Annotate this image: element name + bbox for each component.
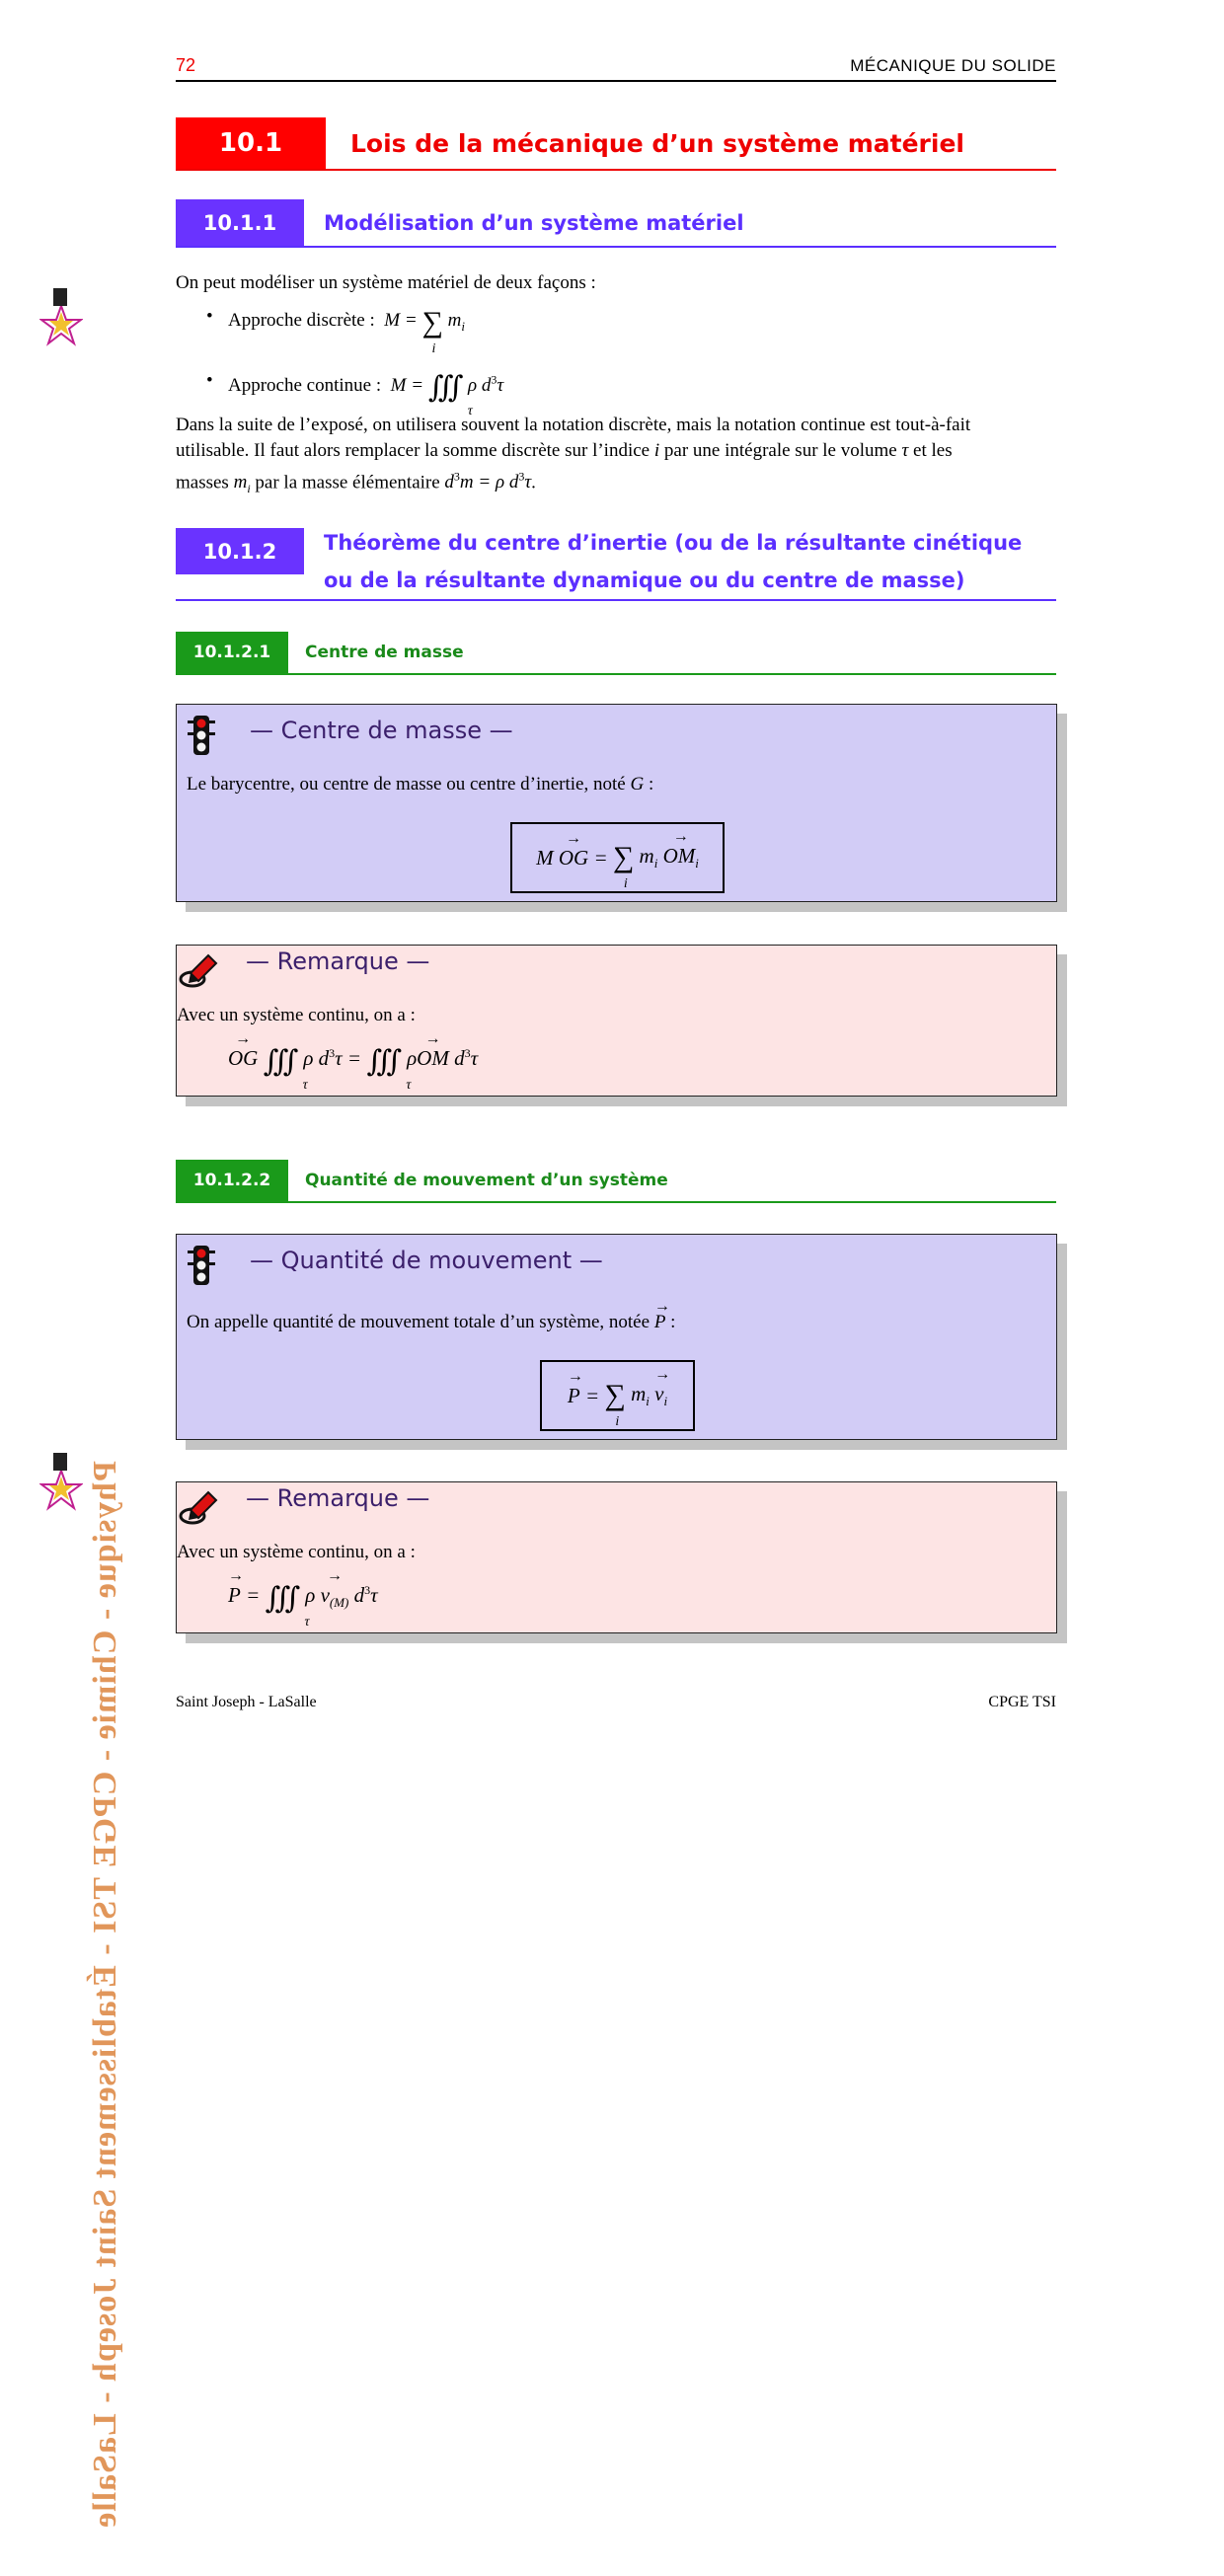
star-logo-icon bbox=[39, 1451, 83, 1514]
chapter-title: MÉCANIQUE DU SOLIDE bbox=[850, 56, 1056, 75]
box-title: — Centre de masse — bbox=[250, 717, 513, 744]
formula: M = bbox=[385, 375, 428, 396]
box-title: — Remarque — bbox=[246, 1484, 430, 1512]
box-text: On appelle quantité de mouvement totale d’un système, notée → P : bbox=[187, 1310, 675, 1335]
sum-symbol: ∑ i bbox=[604, 1379, 626, 1429]
section-heading-10-1-2-1 bbox=[176, 632, 1056, 675]
sum-symbol: ∑ i bbox=[421, 306, 443, 356]
box-title: — Remarque — bbox=[246, 947, 430, 975]
remark-equation: → OG ∭ τ ρ $d^3\tau$ = ∭ τ ρ→ OM $d^3\tau$ bbox=[228, 1044, 478, 1079]
formula: M = bbox=[379, 310, 422, 331]
bullet-label: Approche continue : bbox=[228, 375, 382, 396]
bullet-continuous: • Approche continue : M = ∭ τ ρ $d^3\tau$ bbox=[228, 370, 503, 405]
section-heading-10-1-2-2 bbox=[176, 1160, 1056, 1203]
section-number: 10.1 bbox=[176, 117, 326, 169]
pencil-icon bbox=[179, 951, 218, 989]
footer-right: CPGE TSI bbox=[988, 1694, 1056, 1710]
para-line: utilisable. Il faut alors remplacer la somme discrète sur l’indice i par une intégrale sur le volume τ et les bbox=[176, 440, 953, 461]
definition-box-quantite-mouvement bbox=[176, 1234, 1057, 1440]
section-number: 10.1.2 bbox=[176, 528, 304, 574]
section-number: 10.1.2.1 bbox=[176, 632, 288, 673]
bullet-discrete: • Approche discrète : M = ∑ i $m_i$ bbox=[228, 306, 465, 340]
side-logo-bottom bbox=[39, 1451, 83, 1514]
section-heading-10-1-1 bbox=[176, 199, 1056, 248]
header-rule bbox=[176, 80, 1056, 82]
section-title: Quantité de mouvement d’un système bbox=[305, 1171, 668, 1190]
section-heading-10-1-2 bbox=[176, 528, 1056, 601]
section-title: Modélisation d’un système matériel bbox=[324, 210, 744, 235]
side-watermark-text: Physique - Chimie - CPGE TSI - Établissement Saint Joseph - LaSalle bbox=[87, 1461, 123, 2529]
section-heading-10-1 bbox=[176, 117, 1056, 171]
footer-left: Saint Joseph - LaSalle bbox=[176, 1694, 317, 1710]
para-line: masses $m_i$ par la masse élémentaire $d^3m = \rho$ $d^3\tau$. bbox=[176, 470, 536, 496]
box-title: — Quantité de mouvement — bbox=[250, 1247, 603, 1274]
bullet-label: Approche discrète : bbox=[228, 310, 375, 331]
section-number: 10.1.2.2 bbox=[176, 1160, 288, 1201]
box-text: Avec un système continu, on a : bbox=[177, 1005, 416, 1025]
box-text: Le barycentre, ou centre de masse ou centre d’inertie, noté G : bbox=[187, 774, 654, 795]
definition-box-centre-de-masse bbox=[176, 704, 1057, 902]
box-text: Avec un système continu, on a : bbox=[177, 1542, 416, 1562]
remark-box-1 bbox=[176, 945, 1057, 1097]
section-title: Lois de la mécanique d’un système matériel bbox=[350, 128, 964, 158]
page-number: 72 bbox=[176, 55, 196, 75]
traffic-light-icon bbox=[187, 715, 216, 756]
equation-box: → P = ∑ i $m_i \to v_i$ bbox=[540, 1360, 695, 1431]
side-logo-top bbox=[39, 286, 83, 349]
para-line: Dans la suite de l’exposé, on utilisera souvent la notation discrète, mais la notation continue est tout-à-fait bbox=[176, 415, 971, 435]
traffic-light-icon bbox=[187, 1245, 216, 1286]
star-logo-icon bbox=[39, 286, 83, 349]
section-title: Théorème du centre d’inertie (ou de la résultante cinétique ou de la résultante dynamique ou du centre de masse) bbox=[324, 531, 1023, 592]
sum-symbol: ∑ i bbox=[612, 841, 635, 891]
triple-integral: ∭ τ bbox=[427, 371, 473, 418]
remark-box-2 bbox=[176, 1481, 1057, 1633]
equation-box: M → OG = ∑ i $m_i \to OM_i$ bbox=[510, 822, 725, 893]
remark-equation: → P = ∭ τ $\rho \to v_{(M)}$ $d^3\tau$ bbox=[228, 1581, 378, 1616]
section-number: 10.1.1 bbox=[176, 199, 304, 246]
section-title: Centre de masse bbox=[305, 643, 464, 662]
intro-paragraph bbox=[176, 413, 1056, 501]
intro-lead: On peut modéliser un système matériel de deux façons : bbox=[176, 272, 596, 293]
pencil-icon bbox=[179, 1488, 218, 1526]
